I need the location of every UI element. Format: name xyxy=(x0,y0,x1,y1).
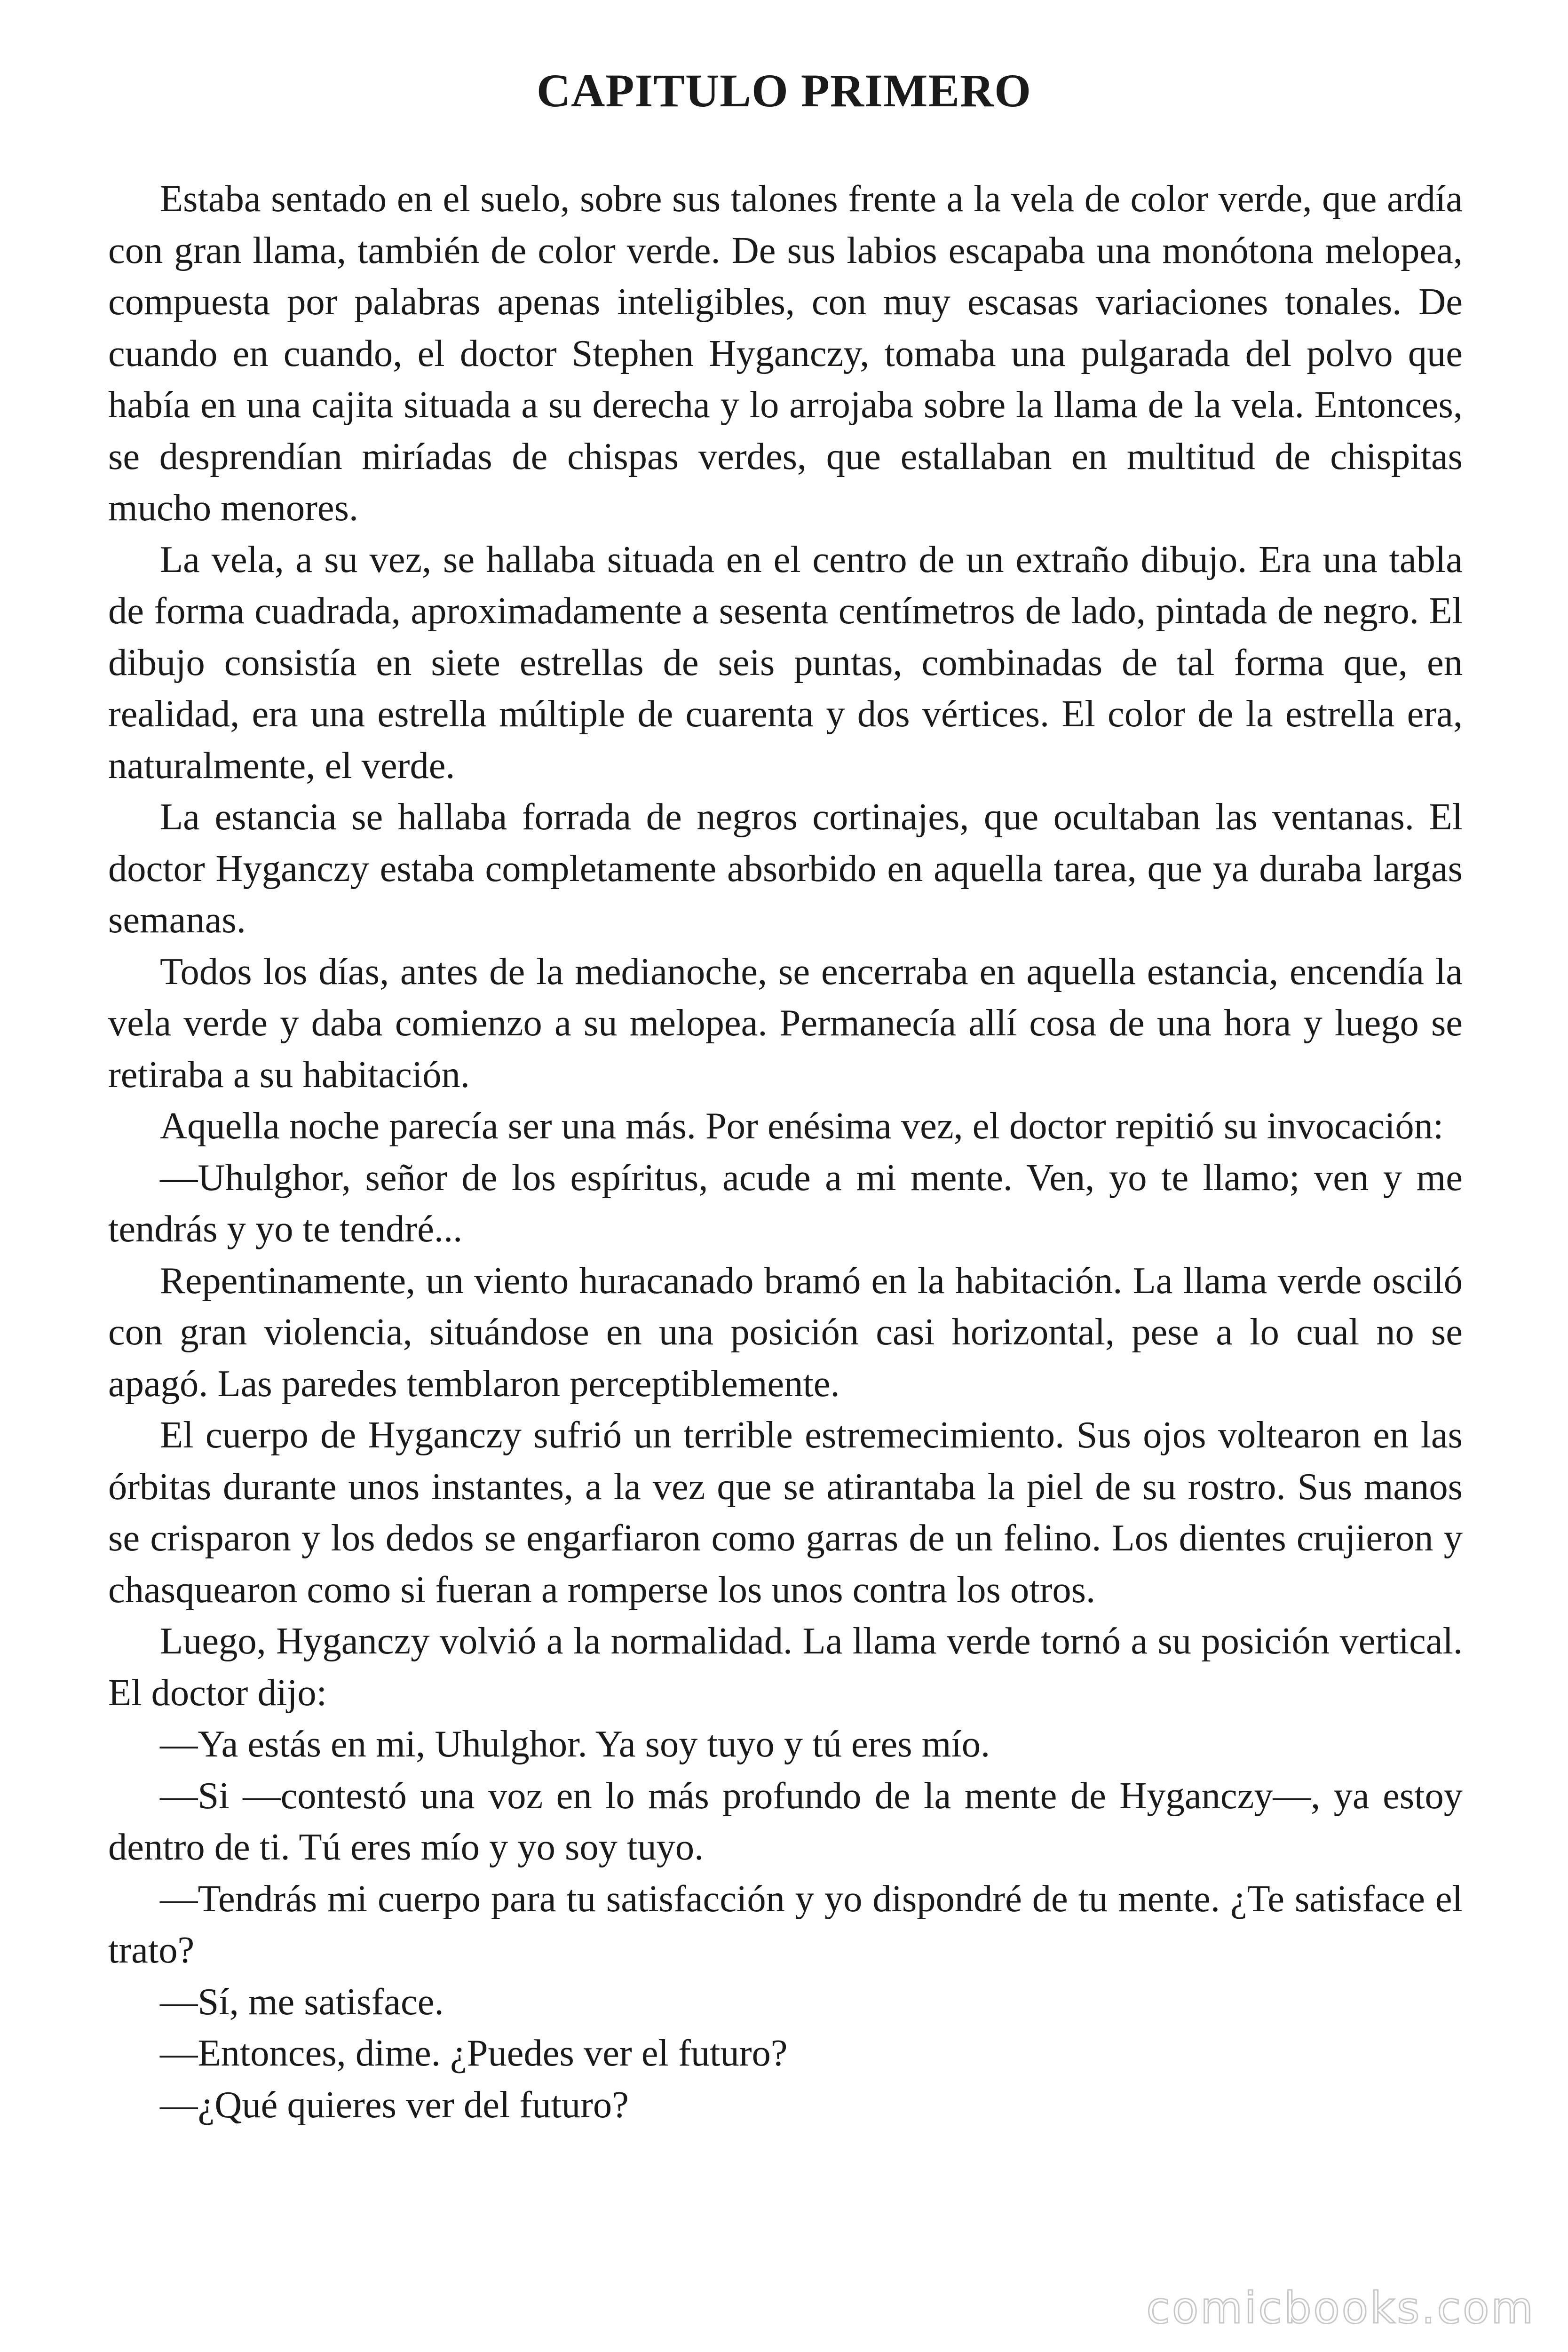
dialogue-line: —Si —contestó una voz en lo más profundo de la mente de Hyganczy—, ya estoy dentro de ti. Tú eres mío y yo soy tuyo. xyxy=(108,1774,1463,1868)
chapter-body xyxy=(108,173,1463,2130)
paragraph: Luego, Hyganczy volvió a la normalidad. La llama verde tornó a su posición vertical. El doctor dijo: xyxy=(108,1620,1463,1714)
paragraph: El cuerpo de Hyganczy sufrió un terrible estremecimiento. Sus ojos voltearon en las órbitas durante unos instantes, a la vez que se atirantaba la piel de su rostro. Sus manos se crisparon y los dedos se engarfiaron como garras de un felino. Los dientes crujieron y chasquearon como si fueran a romperse los unos contra los otros. xyxy=(108,1414,1463,1611)
dialogue-line: —Tendrás mi cuerpo para tu satisfacción y yo dispondré de tu mente. ¿Te satisface el trato? xyxy=(108,1877,1463,1971)
watermark: comicbooks.com xyxy=(1146,2283,1535,2333)
dialogue-line: —¿Qué quieres ver del futuro? xyxy=(160,2083,629,2126)
paragraph: Aquella noche parecía ser una más. Por enésima vez, el doctor repitió su invocación: xyxy=(160,1105,1444,1147)
paragraph: Estaba sentado en el suelo, sobre sus talones frente a la vela de color verde, que ardía con gran llama, también de color verde. De sus labios escapaba una monótona melopea, compuesta por palabras apenas inteligibles, con muy escasas variaciones tonales. De cuando en cuando, el doctor Stephen Hyganczy, tomaba una pulgarada del polvo que había en una cajita situada a su derecha y lo arrojaba sobre la llama de la vela. Entonces, se desprendían miríadas de chispas verdes, que estallaban en multitud de chispitas mucho menores. xyxy=(108,178,1463,529)
paragraph: La estancia se hallaba forrada de negros cortinajes, que ocultaban las ventanas. El doctor Hyganczy estaba completamente absorbido en aquella tarea, que ya duraba largas semanas. xyxy=(108,796,1463,941)
chapter-title: CAPITULO PRIMERO xyxy=(536,64,1032,117)
paragraph: La vela, a su vez, se hallaba situada en el centro de un extraño dibujo. Era una tabla de forma cuadrada, aproximadamente a sesenta centímetros de lado, pintada de negro. El dibujo consistía en siete estrellas de seis puntas, combinadas de tal forma que, en realidad, era una estrella múltiple de cuarenta y dos vértices. El color de la estrella era, naturalmente, el verde. xyxy=(108,538,1463,787)
dialogue-line: —Uhulghor, señor de los espíritus, acude a mi mente. Ven, yo te llamo; ven y me tendrás y yo te tendré... xyxy=(108,1156,1463,1250)
paragraph: Repentinamente, un viento huracanado bramó en la habitación. La llama verde osciló con gran violencia, situándose en una posición casi horizontal, pese a lo cual no se apagó. Las paredes temblaron perceptiblemente. xyxy=(108,1259,1463,1405)
dialogue-line: —Sí, me satisface. xyxy=(160,1980,444,2023)
dialogue-line: —Ya estás en mi, Uhulghor. Ya soy tuyo y tú eres mío. xyxy=(160,1723,990,1765)
paragraph: Todos los días, antes de la medianoche, se encerraba en aquella estancia, encendía la vela verde y daba comienzo a su melopea. Permanecía allí cosa de una hora y luego se retiraba a su habitación. xyxy=(108,950,1463,1096)
dialogue-line: —Entonces, dime. ¿Puedes ver el futuro? xyxy=(160,2032,788,2074)
